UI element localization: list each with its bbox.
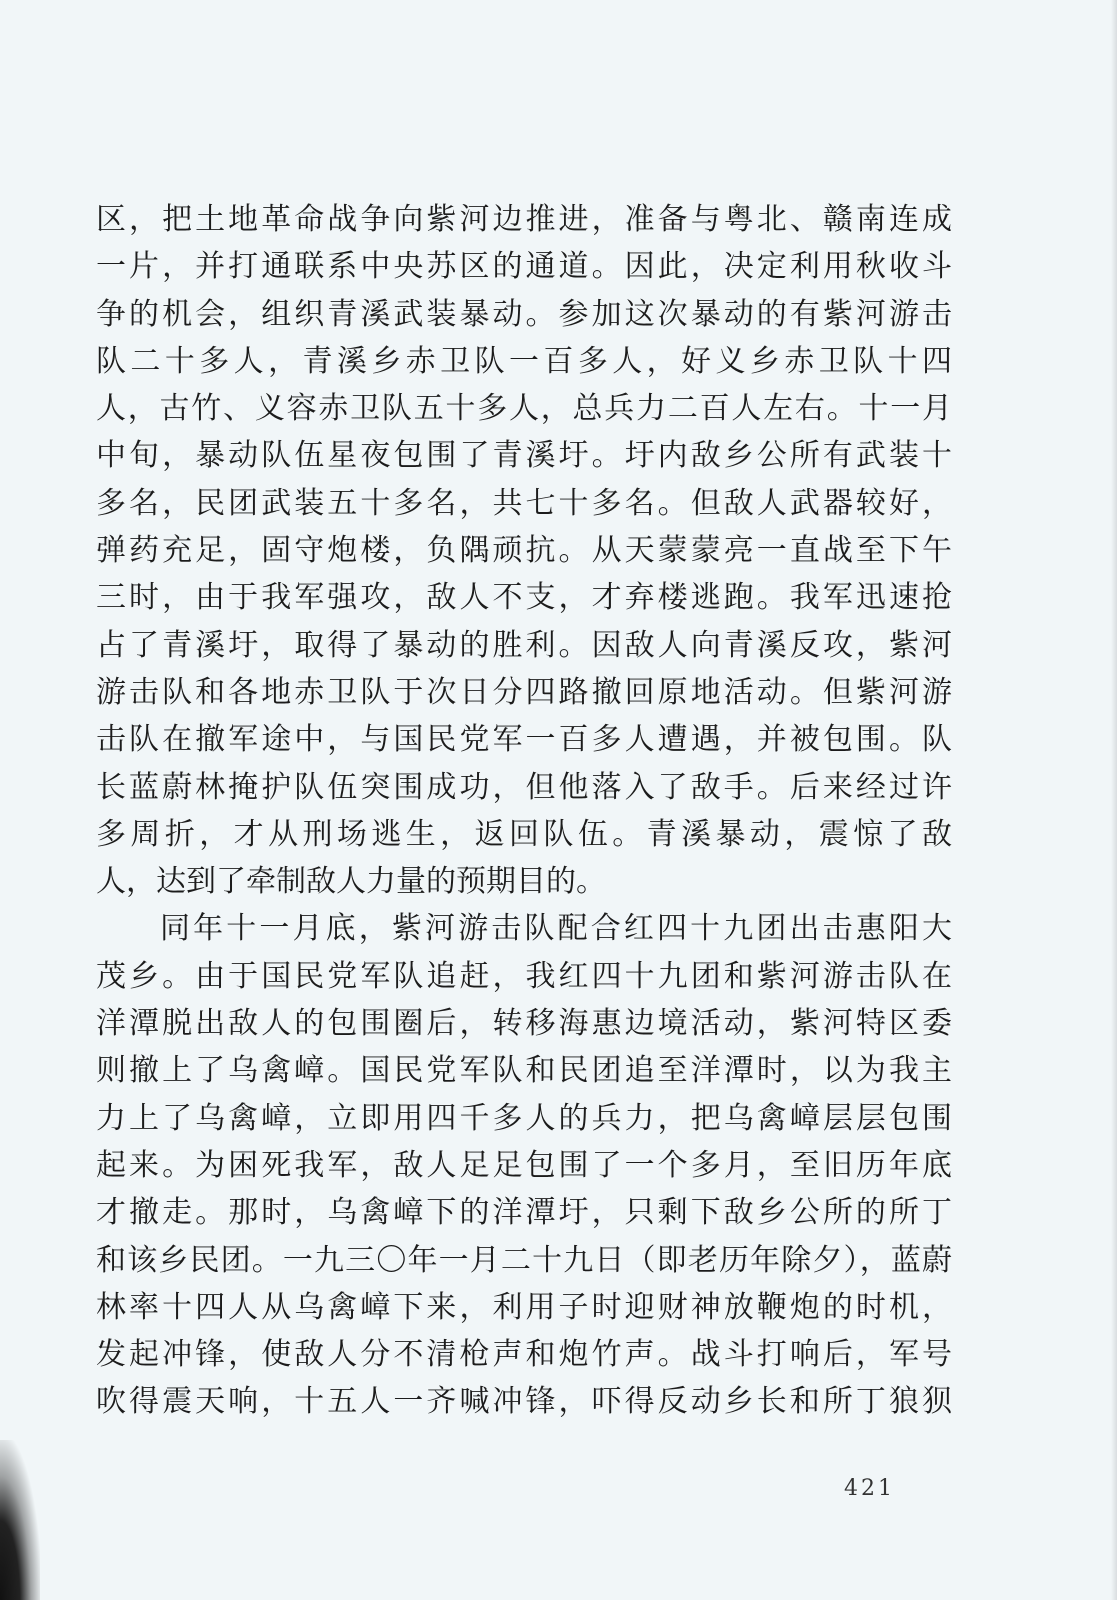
text-line: 则撤上了乌禽嶂。国民党军队和民团追至洋潭时，以为我主 xyxy=(96,1053,952,1089)
text-line: 占了青溪圩，取得了暴动的胜利。因敌人向青溪反攻，紫河 xyxy=(96,627,952,663)
text-line: 人，古竹、义容赤卫队五十多人，总兵力二百人左右。十一月 xyxy=(96,391,952,427)
text-line: 起来。为困死我军，敌人足足包围了一个多月，至旧历年底 xyxy=(96,1147,952,1183)
text-line: 中旬，暴动队伍星夜包围了青溪圩。圩内敌乡公所有武装十 xyxy=(96,438,952,474)
text-line: 和该乡民团。一九三〇年一月二十九日（即老历年除夕），蓝蔚 xyxy=(96,1242,952,1278)
text-line: 发起冲锋，使敌人分不清枪声和炮竹声。战斗打响后，军号 xyxy=(96,1337,952,1373)
text-line: 队二十多人，青溪乡赤卫队一百多人，好义乡赤卫队十四 xyxy=(96,343,952,379)
text-line: 力上了乌禽嶂，立即用四千多人的兵力，把乌禽嶂层层包围 xyxy=(96,1100,952,1136)
text-line: 击队在撤军途中，与国民党军一百多人遭遇，并被包围。队 xyxy=(96,722,952,758)
scan-edge xyxy=(1111,0,1117,1600)
scan-shadow xyxy=(0,1440,40,1600)
text-line: 多名，民团武装五十多名，共七十多名。但敌人武器较好， xyxy=(96,485,952,521)
page-number: 421 xyxy=(844,1476,895,1501)
text-line: 长蓝蔚林掩护队伍突围成功，但他落入了敌手。后来经过许 xyxy=(96,769,952,805)
text-line: 争的机会，组织青溪武装暴动。参加这次暴动的有紫河游击 xyxy=(96,296,952,332)
text-line: 洋潭脱出敌人的包围圈后，转移海惠边境活动，紫河特区委 xyxy=(96,1006,952,1042)
text-line: 弹药充足，固守炮楼，负隅顽抗。从天蒙蒙亮一直战至下午 xyxy=(96,533,952,569)
body-text xyxy=(96,196,952,1426)
text-line: 吹得震天响，十五人一齐喊冲锋，吓得反动乡长和所丁狼狈 xyxy=(96,1384,952,1420)
text-line: 游击队和各地赤卫队于次日分四路撤回原地活动。但紫河游 xyxy=(96,674,952,710)
text-line: 一片，并打通联系中央苏区的通道。因此，决定利用秋收斗 xyxy=(96,249,952,285)
text-line: 多周折，才从刑场逃生，返回队伍。青溪暴动，震惊了敌 xyxy=(96,816,952,852)
text-line: 人，达到了牵制敌人力量的预期目的。 xyxy=(96,864,606,900)
text-line: 林率十四人从乌禽嶂下来，利用子时迎财神放鞭炮的时机， xyxy=(96,1289,952,1325)
text-line: 三时，由于我军强攻，敌人不支，才弃楼逃跑。我军迅速抢 xyxy=(96,580,952,616)
text-line: 茂乡。由于国民党军队追赶，我红四十九团和紫河游击队在 xyxy=(96,958,952,994)
paragraph-first-line: 同年十一月底，紫河游击队配合红四十九团出击惠阳大 xyxy=(160,911,952,947)
text-line: 才撤走。那时，乌禽嶂下的洋潭圩，只剩下敌乡公所的所丁 xyxy=(96,1195,952,1231)
text-line: 区，把土地革命战争向紫河边推进，准备与粤北、赣南连成 xyxy=(96,202,952,237)
